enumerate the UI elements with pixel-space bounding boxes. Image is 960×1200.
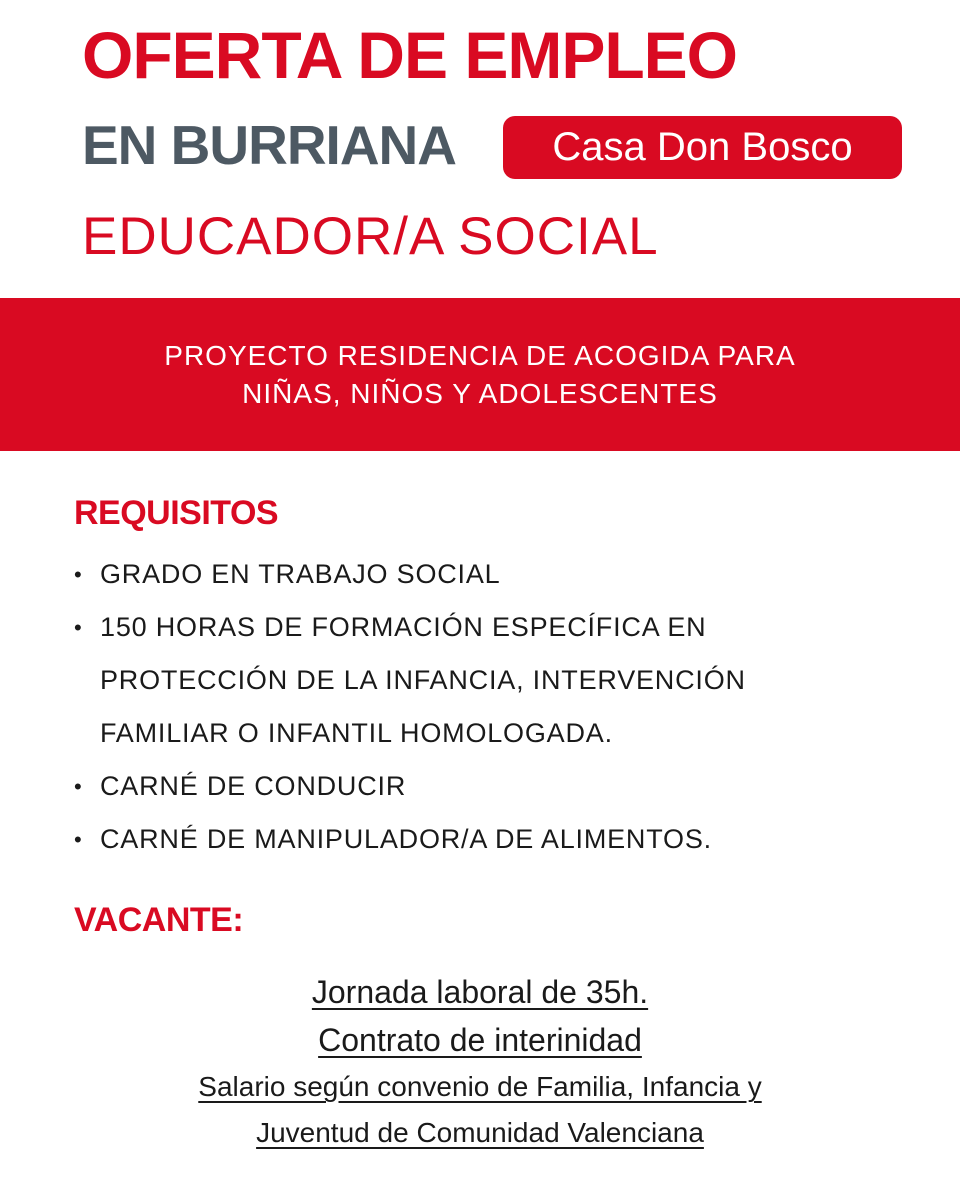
vacancy-salary-line-1: Salario según convenio de Familia, Infancia y xyxy=(198,1071,762,1102)
bullet-icon: • xyxy=(74,774,83,799)
requirement-item xyxy=(74,813,934,866)
bullet-icon: • xyxy=(74,562,83,587)
project-banner xyxy=(0,298,960,451)
title-en-burriana: EN BURRIANA xyxy=(82,114,456,176)
banner-line-1: PROYECTO RESIDENCIA DE ACOGIDA PARA xyxy=(164,339,796,371)
requirements-list xyxy=(74,548,934,866)
title-oferta-de-empleo: OFERTA DE EMPLEO xyxy=(82,18,738,92)
vacancy-details xyxy=(0,968,960,1156)
banner-line-2: NIÑAS, NIÑOS Y ADOLESCENTES xyxy=(242,377,718,409)
requirement-text: CARNÉ DE CONDUCIR xyxy=(100,771,407,801)
requirement-item xyxy=(74,548,934,601)
vacancy-salary-line-2: Juventud de Comunidad Valenciana xyxy=(256,1117,704,1148)
vacancy-contract: Contrato de interinidad xyxy=(318,1022,642,1058)
requirement-item xyxy=(74,601,880,760)
vacancy-hours: Jornada laboral de 35h. xyxy=(311,974,649,1010)
requirement-item xyxy=(74,760,934,813)
organization-badge: Casa Don Bosco xyxy=(503,116,902,179)
requirement-text: 150 HORAS DE FORMACIÓN ESPECÍFICA EN PROTECCIÓN DE LA INFANCIA, INTERVENCIÓN FAMILIAR O INFANTIL HOMOLOGADA. xyxy=(100,612,746,748)
requirement-text: CARNÉ DE MANIPULADOR/A DE ALIMENTOS. xyxy=(100,824,712,854)
bullet-icon: • xyxy=(74,827,83,852)
position-title: EDUCADOR/A SOCIAL xyxy=(82,207,659,266)
requirement-text: GRADO EN TRABAJO SOCIAL xyxy=(100,559,501,589)
bullet-icon: • xyxy=(74,615,83,640)
requirements-heading: REQUISITOS xyxy=(74,494,279,532)
vacancy-heading: VACANTE: xyxy=(74,901,244,939)
